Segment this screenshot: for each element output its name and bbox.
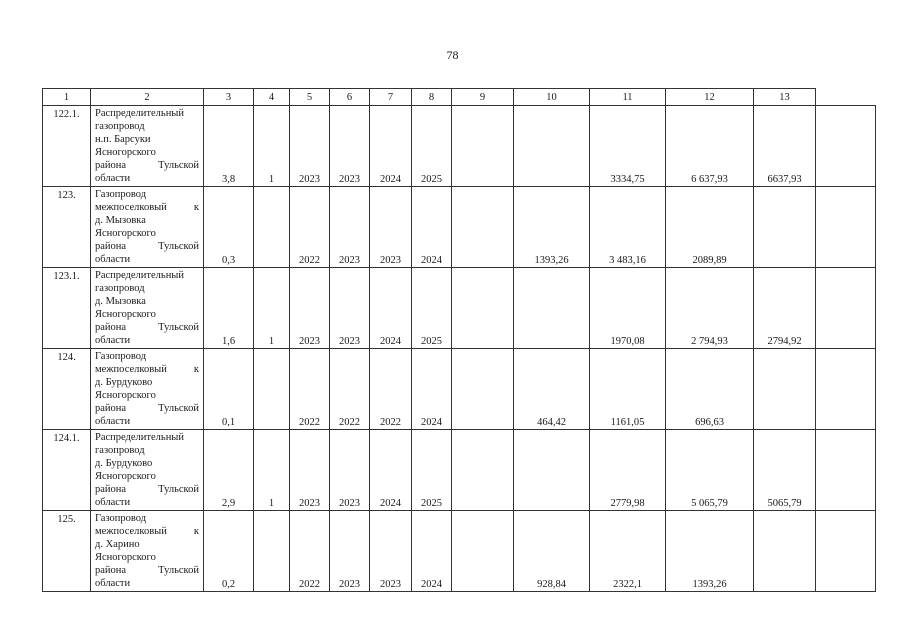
cell-col-7: 2024 <box>412 511 452 592</box>
cell-col-3 <box>254 511 290 592</box>
object-name-line: газопровод <box>95 445 145 456</box>
object-name-line: межпоселковый к <box>95 526 199 537</box>
object-name-line: Газопровод <box>95 351 147 362</box>
object-name <box>91 187 204 268</box>
cell-col-8 <box>452 349 514 430</box>
cell-col-13 <box>816 511 876 592</box>
cell-col-7: 2024 <box>412 187 452 268</box>
cell-col-3: 1 <box>254 106 290 187</box>
object-name-line: Распределительный <box>95 270 184 281</box>
cell-col-5: 2022 <box>330 349 370 430</box>
object-name-line: района Тульской <box>95 241 199 252</box>
cell-col-4: 2022 <box>290 511 330 592</box>
cell-col-9 <box>514 430 590 511</box>
object-name-line: области <box>95 416 131 427</box>
table-row <box>43 349 876 430</box>
object-name-line: Ясногорского <box>95 471 156 482</box>
object-name-line: межпоселковый к <box>95 364 199 375</box>
object-name-line: области <box>95 335 131 346</box>
cell-col-10: 2322,1 <box>590 511 666 592</box>
cell-col-7: 2025 <box>412 106 452 187</box>
cell-col-12 <box>754 187 816 268</box>
object-name-line: области <box>95 578 131 589</box>
object-name-line: Газопровод <box>95 513 147 524</box>
object-name-line: области <box>95 254 131 265</box>
cell-col-3 <box>254 187 290 268</box>
table-row <box>43 106 876 187</box>
cell-col-4: 2023 <box>290 268 330 349</box>
cell-col-11: 5 065,79 <box>666 430 754 511</box>
row-number: 124. <box>43 349 91 430</box>
column-header-6: 6 <box>330 89 370 106</box>
cell-col-8 <box>452 106 514 187</box>
column-header-9: 9 <box>452 89 514 106</box>
object-name-line: д. Бурдуково <box>95 458 153 469</box>
cell-col-3 <box>254 349 290 430</box>
cell-col-4: 2023 <box>290 430 330 511</box>
cell-col-7: 2025 <box>412 430 452 511</box>
column-header-8: 8 <box>412 89 452 106</box>
cell-col-8 <box>452 268 514 349</box>
cell-col-6: 2024 <box>370 430 412 511</box>
object-name-line: района Тульской <box>95 403 199 414</box>
object-name-line: д. Бурдуково <box>95 377 153 388</box>
table-row <box>43 268 876 349</box>
cell-col-13 <box>816 268 876 349</box>
cell-col-9: 928,84 <box>514 511 590 592</box>
cell-col-11: 2 794,93 <box>666 268 754 349</box>
row-number: 123.1. <box>43 268 91 349</box>
object-name-line: Ясногорского <box>95 147 156 158</box>
column-header-1: 1 <box>43 89 91 106</box>
cell-col-12: 5065,79 <box>754 430 816 511</box>
row-number: 125. <box>43 511 91 592</box>
cell-col-10: 1970,08 <box>590 268 666 349</box>
cell-col-7: 2025 <box>412 268 452 349</box>
header-row <box>43 89 876 106</box>
object-name <box>91 511 204 592</box>
cell-col-8 <box>452 187 514 268</box>
object-name-line: Распределительный <box>95 432 184 443</box>
cell-col-9: 1393,26 <box>514 187 590 268</box>
object-name-line: межпоселковый к <box>95 202 199 213</box>
object-name-line: Ясногорского <box>95 552 156 563</box>
cell-col-11: 2089,89 <box>666 187 754 268</box>
table-row <box>43 430 876 511</box>
cell-col-5: 2023 <box>330 430 370 511</box>
cell-col-10: 3 483,16 <box>590 187 666 268</box>
table-row <box>43 511 876 592</box>
column-header-10: 10 <box>514 89 590 106</box>
object-name <box>91 349 204 430</box>
cell-col-10: 1161,05 <box>590 349 666 430</box>
cell-col-6: 2023 <box>370 511 412 592</box>
object-name-line: Ясногорского <box>95 390 156 401</box>
object-name-line: д. Мызовка <box>95 215 146 226</box>
cell-col-9: 464,42 <box>514 349 590 430</box>
cell-col-4: 2022 <box>290 349 330 430</box>
cell-col-13 <box>816 187 876 268</box>
object-name-line: района Тульской <box>95 160 199 171</box>
cell-col-2: 0,3 <box>204 187 254 268</box>
data-table <box>42 88 876 592</box>
cell-col-12 <box>754 349 816 430</box>
object-name-line: Распределительный <box>95 108 184 119</box>
row-number: 122.1. <box>43 106 91 187</box>
cell-col-3: 1 <box>254 268 290 349</box>
cell-col-8 <box>452 511 514 592</box>
object-name-line: района Тульской <box>95 322 199 333</box>
column-header-7: 7 <box>370 89 412 106</box>
column-header-3: 3 <box>204 89 254 106</box>
page-number: 78 <box>446 48 459 62</box>
column-header-13: 13 <box>754 89 816 106</box>
object-name-line: района Тульской <box>95 484 199 495</box>
object-name-line: Газопровод <box>95 189 147 200</box>
cell-col-4: 2022 <box>290 187 330 268</box>
object-name-line: Ясногорского <box>95 309 156 320</box>
cell-col-9 <box>514 268 590 349</box>
row-number: 123. <box>43 187 91 268</box>
object-name-line: Ясногорского <box>95 228 156 239</box>
cell-col-2: 1,6 <box>204 268 254 349</box>
object-name-line: области <box>95 497 131 508</box>
cell-col-8 <box>452 430 514 511</box>
object-name-line: д. Харино <box>95 539 140 550</box>
cell-col-5: 2023 <box>330 511 370 592</box>
cell-col-11: 6 637,93 <box>666 106 754 187</box>
cell-col-2: 2,9 <box>204 430 254 511</box>
cell-col-13 <box>816 106 876 187</box>
object-name-line: н.п. Барсуки <box>95 134 151 145</box>
cell-col-7: 2024 <box>412 349 452 430</box>
cell-col-11: 1393,26 <box>666 511 754 592</box>
cell-col-13 <box>816 430 876 511</box>
cell-col-5: 2023 <box>330 187 370 268</box>
cell-col-9 <box>514 106 590 187</box>
object-name <box>91 430 204 511</box>
column-header-2: 2 <box>91 89 204 106</box>
object-name-line: д. Мызовка <box>95 296 146 307</box>
object-name <box>91 268 204 349</box>
cell-col-12: 6637,93 <box>754 106 816 187</box>
cell-col-4: 2023 <box>290 106 330 187</box>
cell-col-6: 2023 <box>370 187 412 268</box>
cell-col-5: 2023 <box>330 268 370 349</box>
column-header-11: 11 <box>590 89 666 106</box>
cell-col-6: 2024 <box>370 106 412 187</box>
column-header-12: 12 <box>666 89 754 106</box>
object-name-line: газопровод <box>95 121 145 132</box>
object-name-line: области <box>95 173 131 184</box>
cell-col-10: 2779,98 <box>590 430 666 511</box>
object-name-line: газопровод <box>95 283 145 294</box>
cell-col-2: 0,1 <box>204 349 254 430</box>
cell-col-5: 2023 <box>330 106 370 187</box>
row-number: 124.1. <box>43 430 91 511</box>
cell-col-2: 0,2 <box>204 511 254 592</box>
cell-col-12 <box>754 511 816 592</box>
cell-col-6: 2022 <box>370 349 412 430</box>
cell-col-3: 1 <box>254 430 290 511</box>
cell-col-2: 3,8 <box>204 106 254 187</box>
object-name-line: района Тульской <box>95 565 199 576</box>
cell-col-13 <box>816 349 876 430</box>
object-name <box>91 106 204 187</box>
column-header-4: 4 <box>254 89 290 106</box>
cell-col-12: 2794,92 <box>754 268 816 349</box>
cell-col-11: 696,63 <box>666 349 754 430</box>
table-body <box>43 106 876 592</box>
cell-col-6: 2024 <box>370 268 412 349</box>
cell-col-10: 3334,75 <box>590 106 666 187</box>
column-header-5: 5 <box>290 89 330 106</box>
table-row <box>43 187 876 268</box>
